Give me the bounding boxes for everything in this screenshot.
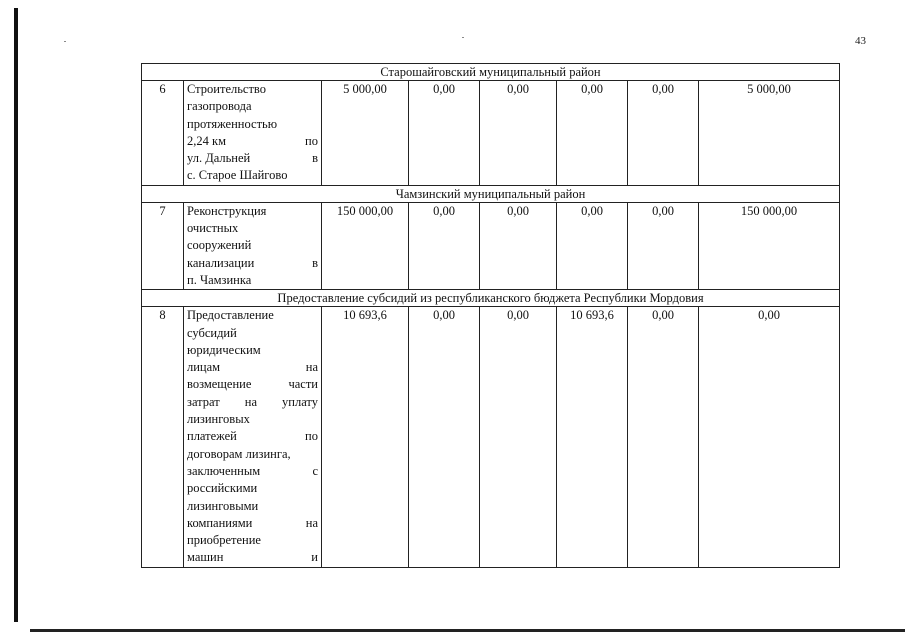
name-line: [187, 359, 318, 376]
name-word: Реконструкция: [187, 203, 267, 218]
table-row: [142, 81, 840, 186]
name-word: протяженностью: [187, 116, 278, 131]
budget-table: [141, 63, 840, 568]
name-line: [187, 446, 318, 463]
table-row: [142, 202, 840, 289]
value-cell: 10 693,6: [322, 307, 409, 568]
section-header-row: [142, 64, 840, 81]
name-line: [187, 376, 318, 393]
name-line: [187, 463, 318, 480]
name-line: [187, 150, 318, 167]
name-word: юридическим: [187, 342, 261, 357]
name-line: [187, 480, 318, 497]
scan-edge-left: [14, 8, 18, 622]
name-word: части: [288, 377, 318, 392]
name-line: [187, 116, 318, 133]
name-word: в: [312, 255, 318, 270]
name-word: затрат: [187, 394, 220, 409]
section-header-row: [142, 290, 840, 307]
row-name: [184, 202, 322, 289]
name-line: [187, 549, 318, 566]
name-word: с: [312, 463, 318, 478]
name-word: платежей: [187, 429, 237, 444]
value-cell: 0,00: [628, 81, 699, 186]
name-word: и: [311, 550, 318, 565]
section-title: Старошайговский муниципальный район: [142, 64, 840, 81]
value-cell: 0,00: [557, 202, 628, 289]
table-body: [142, 64, 840, 568]
name-word: по: [305, 133, 318, 148]
scan-speck: [462, 37, 464, 38]
table-row: [142, 307, 840, 568]
name-word: газопровода: [187, 99, 252, 114]
name-word: на: [305, 360, 318, 375]
name-word: возмещение: [187, 377, 252, 392]
name-word: очистных: [187, 221, 239, 236]
value-cell: 150 000,00: [322, 202, 409, 289]
scan-edge-bottom: [30, 629, 905, 632]
value-cell: 0,00: [480, 81, 557, 186]
name-word: на: [244, 394, 257, 409]
value-cell: 5 000,00: [699, 81, 840, 186]
name-line: [187, 98, 318, 115]
value-cell: 0,00: [699, 307, 840, 568]
name-word: лизинговых: [187, 412, 250, 427]
value-cell: 0,00: [409, 81, 480, 186]
name-line: [187, 255, 318, 272]
name-word: машин: [187, 550, 224, 565]
name-line: [187, 411, 318, 428]
value-cell: 0,00: [628, 307, 699, 568]
name-word: 2,24 км: [187, 133, 226, 148]
name-line: [187, 167, 318, 184]
value-cell: 0,00: [628, 202, 699, 289]
value-cell: 10 693,6: [557, 307, 628, 568]
section-title: Предоставление субсидий из республиканского бюджета Республики Мордовия: [142, 290, 840, 307]
value-cell: 0,00: [480, 307, 557, 568]
name-line: [187, 307, 318, 324]
scan-speck: [64, 41, 66, 42]
section-title: Чамзинский муниципальный район: [142, 185, 840, 202]
name-line: [187, 532, 318, 549]
name-word: субсидий: [187, 325, 237, 340]
name-word: Строительство: [187, 82, 267, 96]
name-line: [187, 133, 318, 150]
row-name: [184, 307, 322, 568]
row-number: 6: [142, 81, 184, 186]
section-header-row: [142, 185, 840, 202]
name-word: на: [305, 515, 318, 530]
value-cell: 150 000,00: [699, 202, 840, 289]
page-number: 43: [855, 35, 866, 47]
name-line: [187, 342, 318, 359]
name-word: в: [312, 151, 318, 166]
name-word: компаниями: [187, 515, 253, 530]
name-line: [187, 428, 318, 445]
name-word: договорам лизинга,: [187, 446, 291, 461]
name-line: [187, 237, 318, 254]
value-cell: 0,00: [409, 307, 480, 568]
name-word: приобретение: [187, 533, 261, 548]
name-word: лицам: [187, 360, 221, 375]
name-word: с. Старое Шайгово: [187, 168, 288, 183]
value-cell: 5 000,00: [322, 81, 409, 186]
value-cell: 0,00: [557, 81, 628, 186]
name-word: российскими: [187, 481, 258, 496]
name-word: заключенным: [187, 463, 261, 478]
name-word: канализации: [187, 255, 255, 270]
name-line: [187, 81, 318, 98]
name-line: [187, 220, 318, 237]
name-word: ул. Дальней: [187, 151, 251, 166]
name-line: [187, 203, 318, 220]
name-line: [187, 325, 318, 342]
row-name: [184, 81, 322, 186]
name-word: п. Чамзинка: [187, 272, 252, 287]
name-word: сооружений: [187, 238, 252, 253]
value-cell: 0,00: [409, 202, 480, 289]
value-cell: 0,00: [480, 202, 557, 289]
row-number: 8: [142, 307, 184, 568]
name-word: лизинговыми: [187, 498, 259, 513]
name-word: уплату: [282, 394, 318, 409]
name-line: [187, 498, 318, 515]
name-line: [187, 272, 318, 289]
name-line: [187, 515, 318, 532]
row-number: 7: [142, 202, 184, 289]
name-word: по: [305, 429, 318, 444]
name-line: [187, 394, 318, 411]
name-word: Предоставление: [187, 308, 274, 323]
